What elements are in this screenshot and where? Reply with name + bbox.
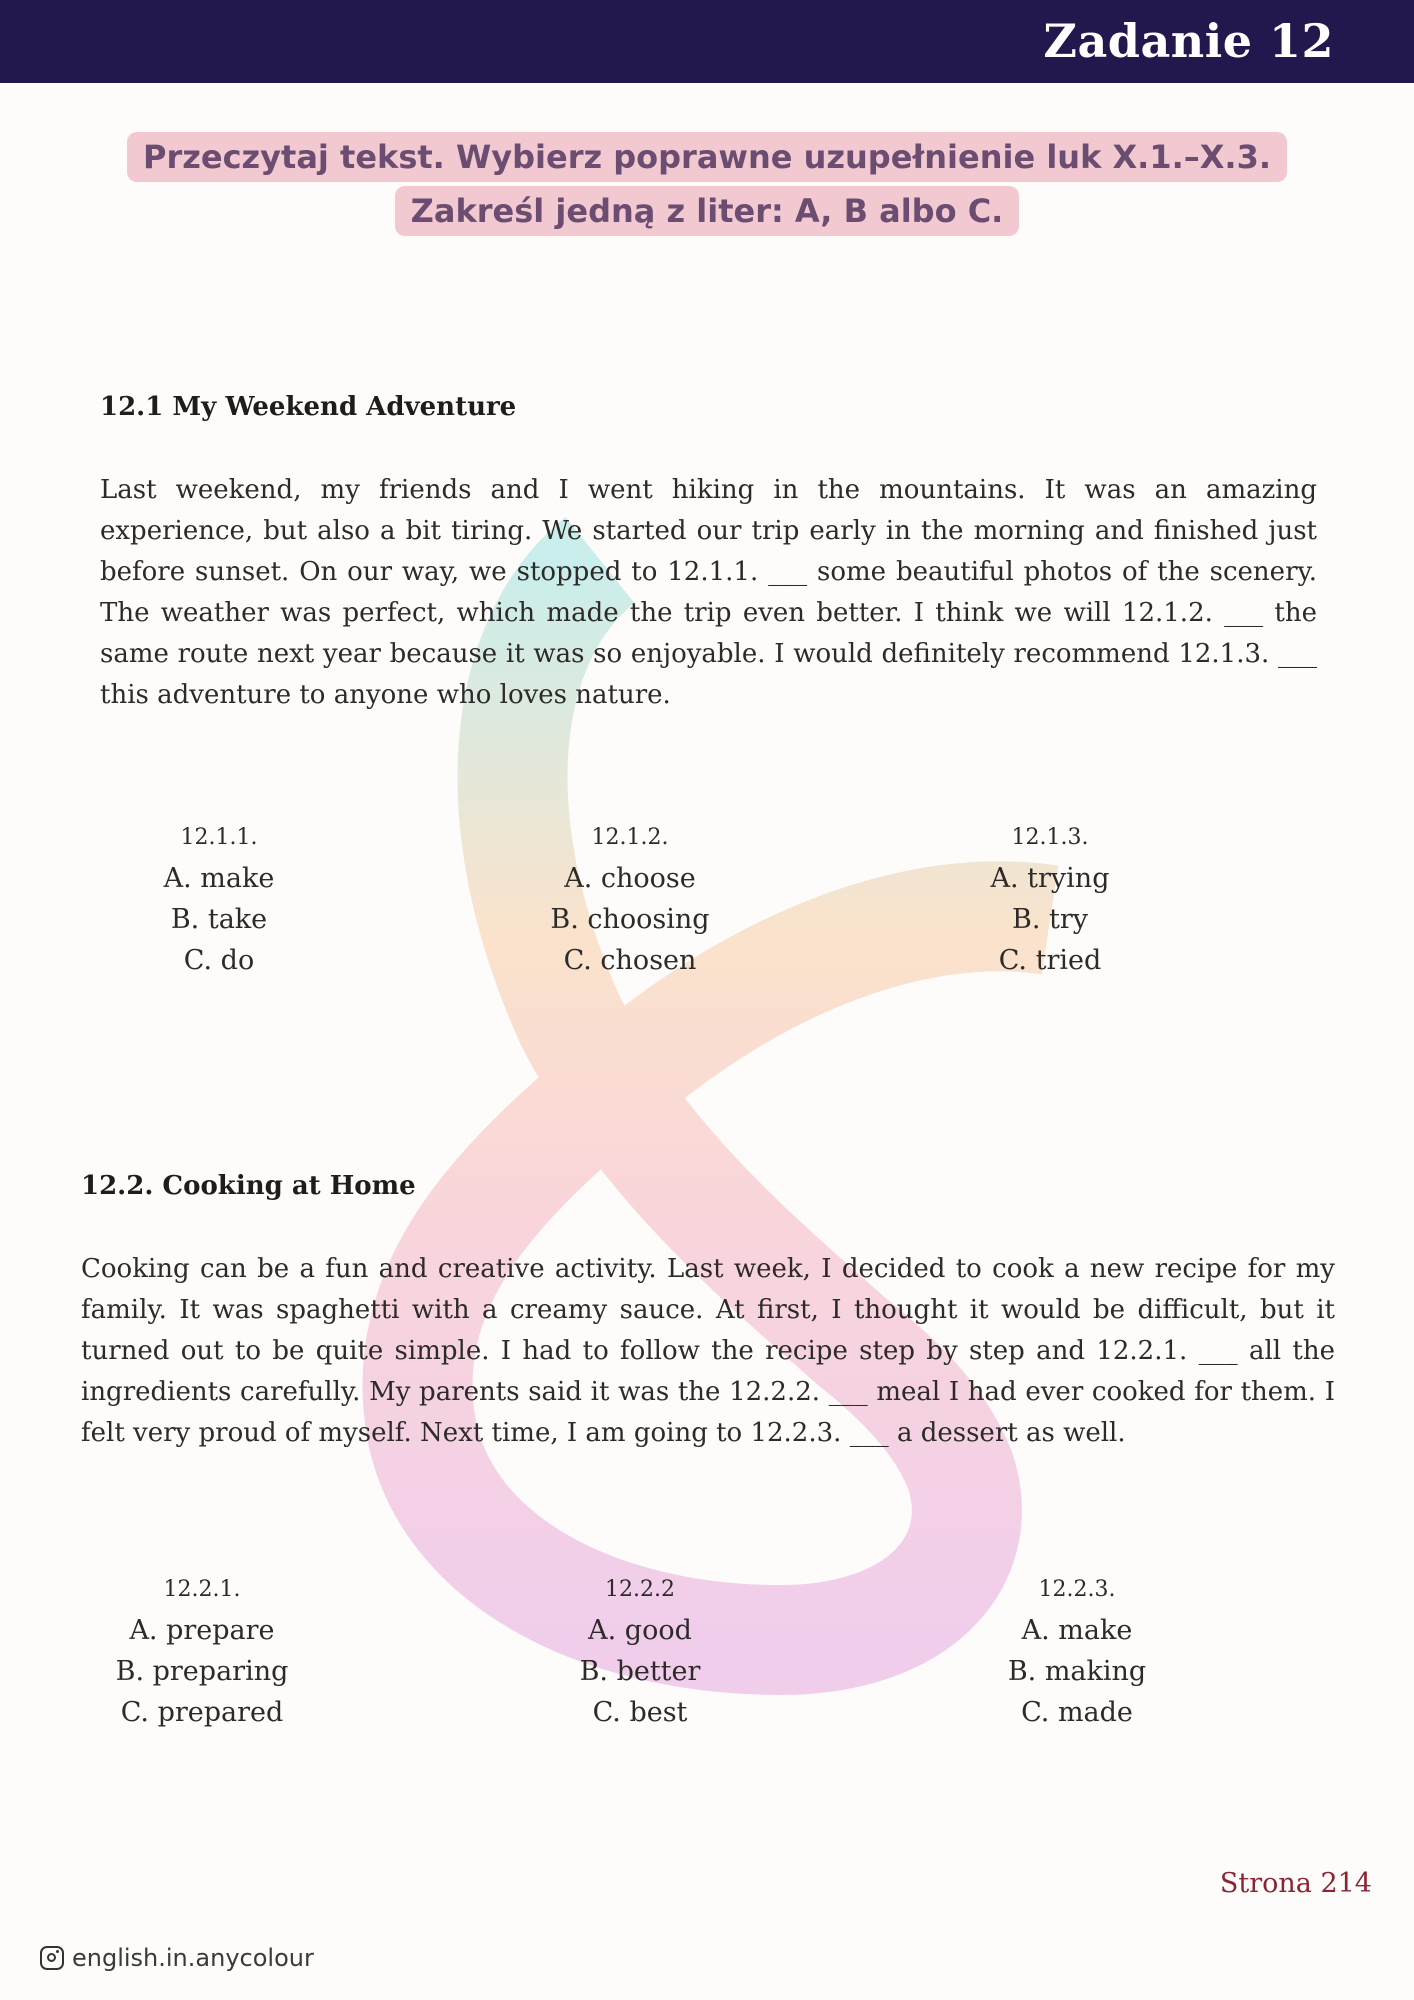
question-12-1-1 — [89, 822, 349, 981]
option-a[interactable]: A. choose — [564, 863, 696, 894]
option-c[interactable]: C. do — [183, 945, 255, 976]
instruction-line-2: Zakreśl jedną z liter: A, B albo C. — [0, 186, 1414, 236]
question-12-2-1 — [72, 1574, 332, 1733]
question-number: 12.1.3. — [1011, 825, 1089, 850]
option-b[interactable]: B. better — [579, 1656, 701, 1687]
question-number: 12.2.1. — [163, 1577, 241, 1602]
option-b[interactable]: B. choosing — [550, 904, 710, 935]
section-1-text: Last weekend, my friends and I went hiking in the mountains. It was an amazing experience, but also a bit tiring. We started our trip early in the morning and finished just before sunset. On our way, we stopped to 12.1.1. ___ some beautiful photos of the scenery. The weather was perfect, which made the trip even better. I think we will 12.1.2. ___ the same route next year because it was so enjoyable. I would definitely recommend 12.1.3. ___ this adventure to anyone who loves nature. — [100, 475, 1317, 710]
question-number: 12.2.2 — [605, 1577, 675, 1602]
social-footer[interactable] — [40, 1944, 314, 1972]
page-number: Strona 214 — [1219, 1868, 1372, 1899]
option-c[interactable]: C. made — [1021, 1697, 1133, 1728]
question-number: 12.2.3. — [1038, 1577, 1116, 1602]
option-b[interactable]: B. take — [170, 904, 268, 935]
option-a[interactable]: A. good — [588, 1615, 692, 1646]
instagram-icon — [40, 1946, 64, 1970]
section-1-title: 12.1 My Weekend Adventure — [100, 392, 517, 422]
option-b[interactable]: B. making — [1007, 1656, 1147, 1687]
option-b[interactable]: B. preparing — [115, 1656, 289, 1687]
question-12-2-3 — [947, 1574, 1207, 1733]
option-c[interactable]: C. prepared — [120, 1697, 284, 1728]
option-a[interactable]: A. trying — [990, 863, 1110, 894]
question-12-1-2 — [500, 822, 760, 981]
option-c[interactable]: C. best — [592, 1697, 688, 1728]
question-number: 12.1.2. — [591, 825, 669, 850]
header-bar — [0, 0, 1414, 83]
social-handle: english.in.anycolour — [72, 1944, 314, 1972]
option-c[interactable]: C. tried — [998, 945, 1102, 976]
option-a[interactable]: A. prepare — [129, 1615, 275, 1646]
question-number: 12.1.1. — [180, 825, 258, 850]
section-2-text: Cooking can be a fun and creative activity. Last week, I decided to cook a new recipe for my family. It was spaghetti with a creamy sauce. At first, I thought it would be difficult, but it turned out to be quite simple. I had to follow the recipe step by step and 12.2.1. ___ all the ingredients carefully. My parents said it was the 12.2.2. ___ meal I had ever cooked for them. I felt very proud of myself. Next time, I am going to 12.2.3. ___ a dessert as well. — [81, 1254, 1335, 1448]
instruction-line-1: Przeczytaj tekst. Wybierz poprawne uzupełnienie luk X.1.–X.3. — [0, 132, 1414, 182]
option-a[interactable]: A. make — [163, 863, 275, 894]
page-title: Zadanie 12 — [1043, 14, 1334, 68]
question-12-1-3 — [920, 822, 1180, 981]
option-c[interactable]: C. chosen — [563, 945, 697, 976]
question-12-2-2 — [510, 1574, 770, 1733]
option-b[interactable]: B. try — [1011, 904, 1089, 935]
option-a[interactable]: A. make — [1021, 1615, 1133, 1646]
section-2-title: 12.2. Cooking at Home — [81, 1171, 416, 1201]
